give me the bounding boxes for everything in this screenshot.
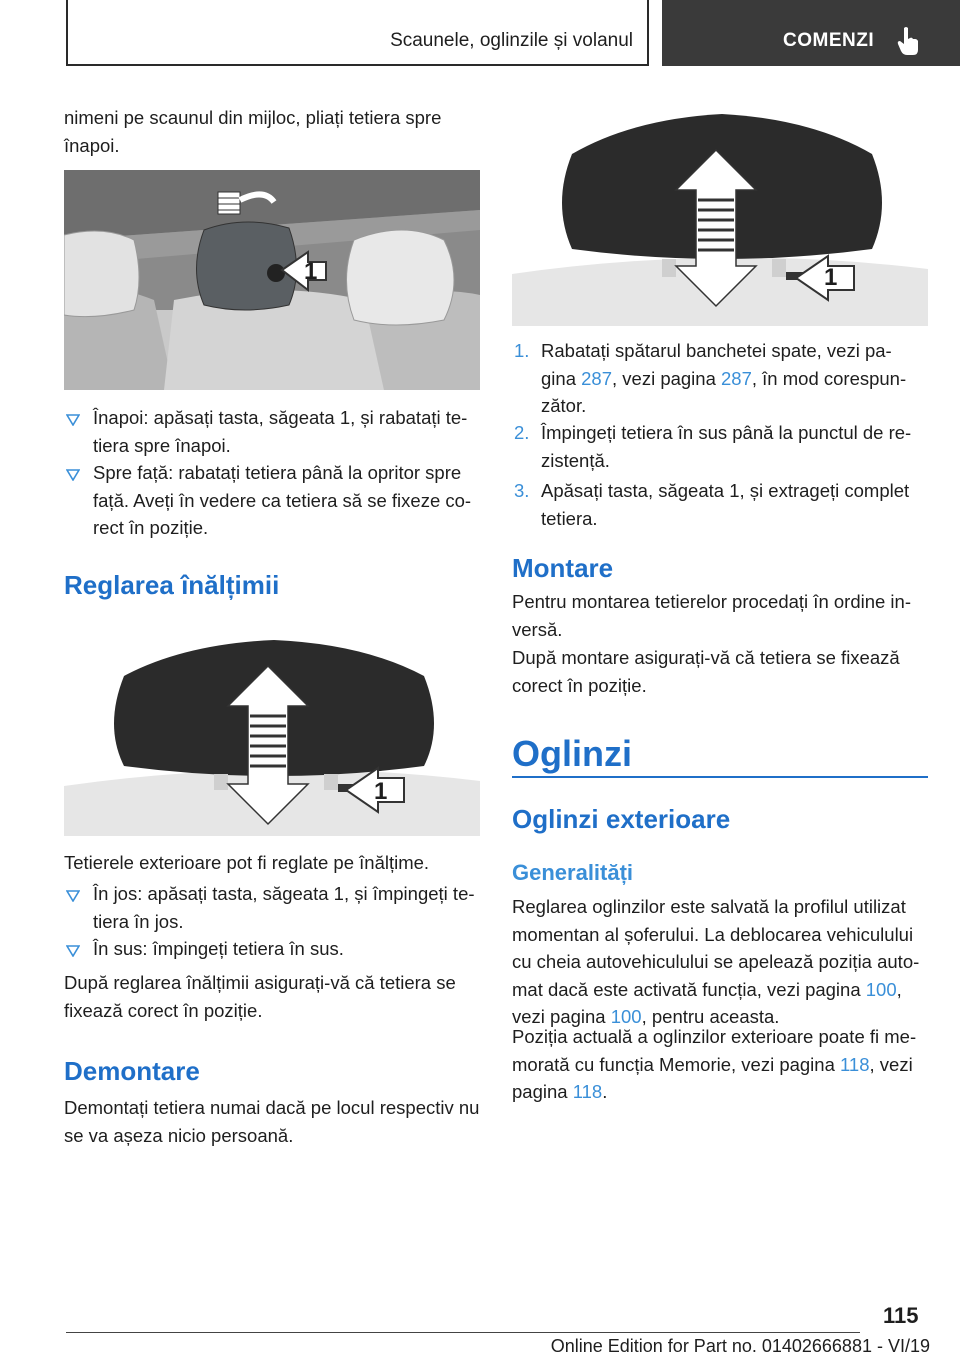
heading-rule xyxy=(512,776,928,778)
bullet-triangle-icon xyxy=(66,945,80,957)
heading-montare: Montare xyxy=(512,553,614,583)
bullet-down: În jos: apăsați tasta, săgeata 1, și împingeți te- tiera în jos. xyxy=(93,883,475,932)
figure1-callout-1: 1 xyxy=(304,258,318,285)
bullet-up: În sus: împingeți tetiera în sus. xyxy=(93,938,344,959)
generalitati-text-2: Poziția actuală a oglinzilor exterioare poate fi me- morată cu funcția Memorie, vezi pagina 118, vezi pagina 118. xyxy=(512,1026,917,1102)
header-tab-label: COMENZI xyxy=(783,30,875,51)
bullet-forward: Spre față: rabatați tetiera până la opritor spre față. Aveți în vedere ca tetiera să se fixeze co- rect în poziție. xyxy=(93,462,472,538)
header-section-title: Scaunele, oglinzile și volanul xyxy=(390,30,633,51)
step-2: Împingeți tetiera în sus până la punctul de re- zistență. xyxy=(541,422,912,471)
page-link[interactable]: 100 xyxy=(610,1006,642,1027)
page-number: 115 xyxy=(883,1303,919,1328)
step-number: 3. xyxy=(514,480,530,501)
header-section-box xyxy=(66,0,649,66)
figure-headrest-height xyxy=(64,636,480,836)
intro-text: nimeni pe scaunul din mijloc, pliați tetiera spre înapoi. xyxy=(64,107,442,156)
heading-oglinzi: Oglinzi xyxy=(512,733,632,774)
page-link[interactable]: 287 xyxy=(581,367,612,389)
bullet-triangle-icon xyxy=(66,414,80,426)
heading-demontare: Demontare xyxy=(64,1056,200,1086)
height-intro-text: Tetierele exterioare pot fi reglate pe înălțime. xyxy=(64,852,430,873)
footer-rule xyxy=(66,1332,860,1333)
figure2-callout-1: 1 xyxy=(374,778,388,805)
heading-generalitati: Generalități xyxy=(512,860,634,885)
page-link[interactable]: 100 xyxy=(865,978,897,1000)
after-adjust-text: După reglarea înălțimii asigurați-vă că tetiera se fixează corect în poziție. xyxy=(64,972,456,1021)
footer-edition: Online Edition for Part no. 01402666881 - VI/19 xyxy=(550,1336,930,1356)
bullet-back: Înapoi: apăsați tasta, săgeata 1, și rabatați te- tiera spre înapoi. xyxy=(93,407,468,456)
step-3: Apăsați tasta, săgeata 1, și extrageți complet tetiera. xyxy=(541,480,910,529)
step-1: Rabatați spătarul banchetei spate, vezi pa- gina 287, vezi pagina 287, în mod corespun- zător. xyxy=(541,340,907,416)
bullet-triangle-icon xyxy=(66,469,80,481)
figure3-callout-1: 1 xyxy=(824,264,838,291)
hand-pointer-icon xyxy=(896,26,920,56)
page-link[interactable]: 287 xyxy=(721,367,752,389)
page-link[interactable]: 118 xyxy=(840,1053,870,1075)
figure-rear-headrest-fold xyxy=(64,170,480,390)
generalitati-text-1: Reglarea oglinzilor este salvată la profilul utilizat momentan al șoferului. La deblocarea vehiculului cu cheia autovehiculului se apelează poziția auto- mat dacă este activată funcția, vezi pagina 100, vezi pagina 100, pentru aceasta. xyxy=(512,896,920,1027)
bullet-triangle-icon xyxy=(66,890,80,902)
montare-text-1: Pentru montarea tetierelor procedați în ordine in- versă. xyxy=(512,591,911,640)
page-link[interactable]: 118 xyxy=(572,1081,603,1102)
step-number: 1. xyxy=(514,340,530,361)
demontare-text: Demontați tetiera numai dacă pe locul respectiv nu se va așeza nicio persoană. xyxy=(64,1097,480,1146)
heading-reglarea-inaltimii: Reglarea înălțimii xyxy=(64,570,280,600)
figure-headrest-remove xyxy=(512,104,928,326)
step-number: 2. xyxy=(514,422,530,443)
montare-text-2: După montare asigurați-vă că tetiera se fixează corect în poziție. xyxy=(512,647,900,696)
heading-oglinzi-exterioare: Oglinzi exterioare xyxy=(512,804,731,834)
